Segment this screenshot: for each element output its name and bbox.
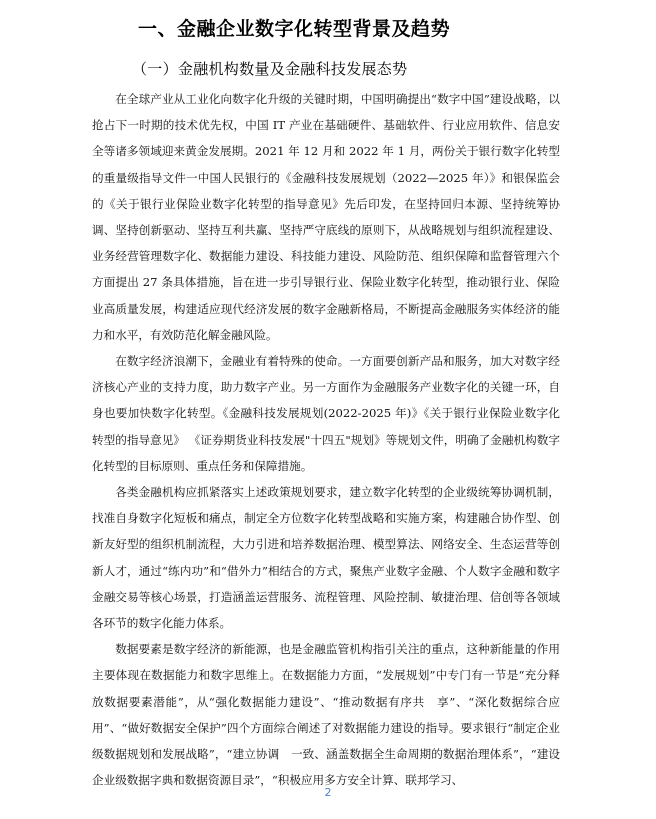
page-number: 2 bbox=[324, 786, 332, 799]
subsection-heading: （一）金融机构数量及金融科技发展态势 bbox=[132, 60, 408, 78]
paragraph: 各类金融机构应抓紧落实上述政策规划要求，建立数字化转型的企业级统筹协调机制，找准自身数字化短板和痛点，制定全方位数字化转型战略和实施方案，构建融合协作型、创新友好型的组织机制流程，大力引进和培养数据治理、模型算法、网络安全、生态运营等创新人才，通过“练内功”和“借外力”相结合的方式，聚焦产业数字金融、个人数字金融和数字金融交易等核心场景，打造涵盖运营服务、流程管理、风险控制、敏捷治理、信创等各领域各环节的数字化能力体系。 bbox=[92, 485, 560, 631]
paragraph: 数据要素是数字经济的新能源，也是金融监管机构指引关注的重点，这种新能量的作用主要体现在数据能力和数字思维上。在数据能力方面，“发展规划”中专门有一节是“充分释放数据要素潜能”，从“强化数据能力建设”、“推动数据有序共 享”、“深化数据综合应用”、“做好数据安全保护”四个方面综合阐述了对数据能力建设的指导。要求银行“制定企业级数据规划和发展战略”，“建立协调 一致、涵盖数据全生命周期的数据治理体系”，“建设企业级数据字典和数据资源目录”，“积极应用多方安全计算、联邦学习、 bbox=[92, 642, 560, 788]
paragraph: 在全球产业从工业化向数字化升级的关键时期，中国明确提出“数字中国”建设战略，以抢占下一时期的技术优先权，中国 IT 产业在基础硬件、基础软件、行业应用软件、信息安全等诸多领域迎来黄金发展期。2021 年 12 月和 2022 年 1 月，两份关于银行数字化转型的重量级指导文件一中国人民银行的《金融科技发展规划（2022—2025 年）》和银保监会的《关于银行业保险业数字化转型的指导意见》先后印发，在坚持回归本源、坚持统筹协调、坚持创新驱动、坚持互利共赢、坚持严守底线的原则下，从战略规划与组织流程建设、业务经营管理数字化、数据能力建设、科技能力建设、风险防范、组织保障和监督管理六个方面提出 27 条具体措施，旨在进一步引导银行业、保险业数字化转型，推动银行业、保险业高质量发展，构建适应现代经济发展的数字金融新格局，不断提高金融服务实体经济的能力和水平，有效防范化解金融风险。 bbox=[92, 92, 560, 342]
paragraph: 在数字经济浪潮下，金融业有着特殊的使命。一方面要创新产品和服务，加大对数字经济核心产业的支持力度，助力数字产业。另一方面作为金融服务产业数字化的关键一环，自身也要加快数字化转型。《金融科技发展规划(2022-2025 年)》《关于银行业保险业数字化转型的指导意见》 《证券期货业科技发展"十四五"规划》等规划文件，明确了金融机构数字化转型的目标原则、重点任务和保障措施。 bbox=[92, 354, 560, 473]
body-text bbox=[92, 86, 560, 793]
section-heading: 一、金融企业数字化转型背景及趋势 bbox=[138, 18, 451, 40]
